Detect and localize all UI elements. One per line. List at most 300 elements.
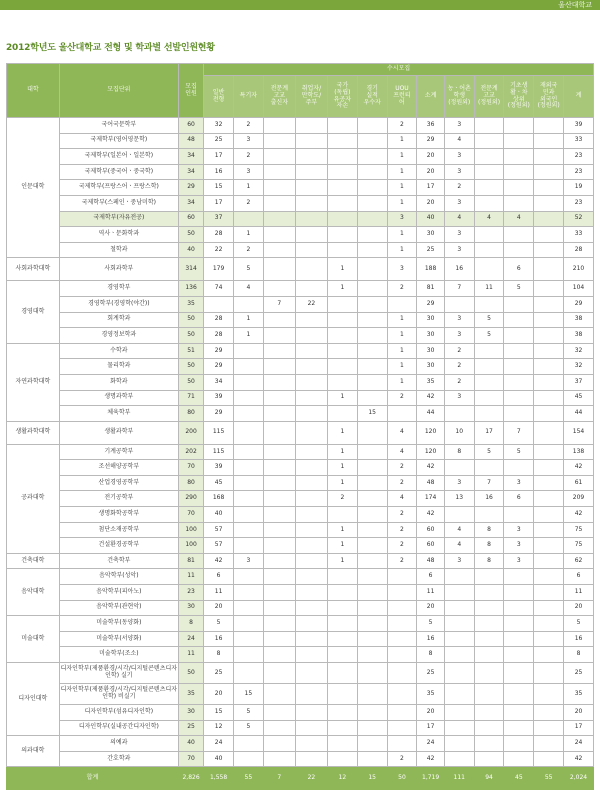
value-cell [327,359,357,375]
value-cell: 1 [387,180,417,196]
value-cell [295,149,327,165]
value-cell: 17 [564,720,594,736]
value-cell [534,133,564,149]
value-cell: 12 [204,720,234,736]
quota-cell: 80 [178,406,203,422]
unit-cell: 국제학부(영어영문학) [59,133,178,149]
value-cell: 32 [204,118,234,134]
table-row [7,227,594,243]
value-cell [263,164,295,180]
value-cell [387,585,417,601]
value-cell: 42 [417,507,445,523]
value-cell [263,538,295,554]
value-cell [295,616,327,632]
value-cell [504,312,534,328]
value-cell: 42 [204,553,234,569]
value-cell [444,684,474,705]
value-cell [504,328,534,344]
value-cell: 3 [504,475,534,491]
value-cell [387,616,417,632]
value-cell [233,585,263,601]
value-cell: 16 [204,631,234,647]
value-cell [474,164,504,180]
value-cell [263,569,295,585]
value-cell [504,390,534,406]
value-cell: 29 [204,359,234,375]
value-cell [263,491,295,507]
value-cell [504,616,534,632]
value-cell: 37 [204,211,234,227]
quota-cell: 50 [178,227,203,243]
value-cell: 4 [387,444,417,460]
value-cell [263,195,295,211]
quota-cell: 80 [178,475,203,491]
value-cell [357,180,387,196]
total-value: 2,826 [178,767,203,790]
value-cell [534,118,564,134]
value-cell [357,281,387,297]
value-cell [327,227,357,243]
value-cell [534,460,564,476]
value-cell [534,631,564,647]
value-cell [295,328,327,344]
value-cell [534,374,564,390]
value-cell: 4 [233,281,263,297]
value-cell [534,705,564,721]
total-row [7,767,594,790]
unit-cell: 미술학부(서양화) [59,631,178,647]
value-cell [357,195,387,211]
value-cell: 5 [233,705,263,721]
value-cell: 1 [327,444,357,460]
value-cell: 16 [204,164,234,180]
value-cell [233,507,263,523]
value-cell [534,663,564,684]
value-cell: 30 [417,359,445,375]
quota-cell: 11 [178,647,203,663]
value-cell [504,374,534,390]
value-cell: 57 [204,522,234,538]
value-cell: 39 [564,118,594,134]
value-cell [295,281,327,297]
value-cell [233,522,263,538]
quota-cell: 34 [178,149,203,165]
value-cell: 30 [417,343,445,359]
unit-cell: 화학과 [59,374,178,390]
value-cell: 15 [204,180,234,196]
value-cell: 2 [233,118,263,134]
value-cell [504,164,534,180]
value-cell: 17 [417,720,445,736]
value-cell: 25 [417,663,445,684]
value-cell [504,180,534,196]
value-cell [327,705,357,721]
header-col-1: 특기자 [233,76,263,118]
value-cell [387,600,417,616]
value-cell [327,296,357,312]
value-cell [534,553,564,569]
value-cell [327,600,357,616]
value-cell: 2 [327,491,357,507]
value-cell [474,258,504,281]
table-row [7,258,594,281]
value-cell [233,736,263,752]
value-cell: 16 [417,631,445,647]
unit-cell: 생활과학부 [59,421,178,444]
value-cell: 52 [564,211,594,227]
value-cell: 1 [387,242,417,258]
value-cell [295,736,327,752]
value-cell [504,359,534,375]
total-value: 94 [474,767,504,790]
value-cell [444,705,474,721]
header-col-7: 소계 [417,76,445,118]
value-cell [387,647,417,663]
quota-cell: 60 [178,211,203,227]
value-cell [444,406,474,422]
table-row [7,328,594,344]
value-cell: 2 [387,553,417,569]
value-cell: 20 [417,600,445,616]
quota-cell: 314 [178,258,203,281]
value-cell [263,406,295,422]
value-cell: 6 [204,569,234,585]
value-cell: 20 [564,600,594,616]
value-cell: 81 [417,281,445,297]
value-cell: 19 [564,180,594,196]
value-cell [534,647,564,663]
value-cell [387,663,417,684]
value-cell: 28 [564,242,594,258]
unit-cell: 건설환경공학부 [59,538,178,554]
value-cell [474,663,504,684]
value-cell [233,751,263,767]
value-cell [357,421,387,444]
value-cell [444,736,474,752]
value-cell: 32 [564,343,594,359]
value-cell [327,736,357,752]
value-cell: 3 [504,553,534,569]
value-cell [263,211,295,227]
value-cell [263,585,295,601]
value-cell [295,406,327,422]
value-cell: 5 [204,616,234,632]
unit-cell: 디자인학부(제품환경/시각/디지털콘텐츠디자인학) 실기 [59,663,178,684]
value-cell: 8 [204,647,234,663]
table-row [7,705,594,721]
value-cell [233,616,263,632]
value-cell [357,227,387,243]
value-cell: 3 [504,538,534,554]
value-cell: 2 [233,195,263,211]
value-cell [444,460,474,476]
value-cell [357,444,387,460]
quota-cell: 50 [178,359,203,375]
value-cell [295,705,327,721]
value-cell [474,720,504,736]
value-cell [327,406,357,422]
value-cell: 35 [564,684,594,705]
value-cell [263,631,295,647]
value-cell: 20 [564,705,594,721]
value-cell [263,328,295,344]
value-cell: 3 [444,475,474,491]
value-cell: 35 [417,684,445,705]
unit-cell: 전기공학부 [59,491,178,507]
quota-cell: 136 [178,281,203,297]
value-cell: 30 [417,227,445,243]
value-cell: 1 [387,312,417,328]
header-col-0: 일반 전형 [204,76,234,118]
value-cell: 45 [564,390,594,406]
value-cell: 3 [444,118,474,134]
value-cell [534,390,564,406]
value-cell [444,631,474,647]
value-cell: 5 [504,444,534,460]
header-quota: 모집 인원 [178,64,203,118]
total-value: 1,558 [204,767,234,790]
total-value: 7 [263,767,295,790]
value-cell: 3 [444,195,474,211]
value-cell: 8 [564,647,594,663]
table-row [7,281,594,297]
value-cell [534,491,564,507]
value-cell [357,133,387,149]
value-cell [327,585,357,601]
value-cell: 1 [327,475,357,491]
value-cell: 42 [564,460,594,476]
value-cell [504,149,534,165]
value-cell: 1 [327,553,357,569]
value-cell: 5 [474,444,504,460]
top-bar [0,0,600,10]
table-row [7,390,594,406]
value-cell: 20 [417,705,445,721]
table-row [7,647,594,663]
total-value: 111 [444,767,474,790]
value-cell: 1 [387,328,417,344]
value-cell: 209 [564,491,594,507]
value-cell [295,553,327,569]
value-cell [295,631,327,647]
value-cell: 15 [204,705,234,721]
value-cell [295,684,327,705]
value-cell: 3 [444,227,474,243]
value-cell [295,475,327,491]
value-cell: 2 [387,118,417,134]
value-cell [474,227,504,243]
value-cell [327,328,357,344]
value-cell: 120 [417,421,445,444]
value-cell [474,149,504,165]
value-cell: 13 [444,491,474,507]
total-value: 15 [357,767,387,790]
value-cell [357,118,387,134]
value-cell: 7 [263,296,295,312]
total-label: 합계 [7,767,179,790]
value-cell [474,242,504,258]
value-cell [295,195,327,211]
value-cell [327,616,357,632]
value-cell [327,133,357,149]
unit-cell: 미술학부(동양화) [59,616,178,632]
value-cell [387,720,417,736]
value-cell [534,684,564,705]
value-cell [233,600,263,616]
value-cell [474,751,504,767]
value-cell [263,281,295,297]
value-cell: 1 [327,390,357,406]
value-cell [263,616,295,632]
value-cell [504,507,534,523]
value-cell: 23 [564,164,594,180]
value-cell [357,720,387,736]
value-cell [357,242,387,258]
value-cell: 25 [564,663,594,684]
value-cell: 11 [204,585,234,601]
value-cell [504,569,534,585]
value-cell: 104 [564,281,594,297]
value-cell: 115 [204,444,234,460]
value-cell: 20 [204,600,234,616]
value-cell [295,522,327,538]
table-row [7,211,594,227]
unit-cell: 철학과 [59,242,178,258]
value-cell [534,195,564,211]
value-cell: 38 [564,328,594,344]
unit-cell: 음악학부(성악) [59,569,178,585]
quota-cell: 71 [178,390,203,406]
value-cell [444,600,474,616]
unit-cell: 경영정보학과 [59,328,178,344]
value-cell: 34 [204,374,234,390]
value-cell: 2 [444,359,474,375]
value-cell [474,616,504,632]
unit-cell: 국제학부(스페인ㆍ중남미학) [59,195,178,211]
value-cell: 29 [204,406,234,422]
value-cell [263,444,295,460]
value-cell [263,522,295,538]
value-cell [263,751,295,767]
value-cell: 3 [233,164,263,180]
value-cell: 4 [387,491,417,507]
quota-cell: 60 [178,118,203,134]
value-cell [295,359,327,375]
value-cell [357,736,387,752]
unit-cell: 음악학부(피아노) [59,585,178,601]
value-cell [263,421,295,444]
value-cell: 174 [417,491,445,507]
brand-label: 울산대학교 [558,1,592,9]
value-cell [295,343,327,359]
value-cell [474,705,504,721]
value-cell [263,684,295,705]
table-row [7,149,594,165]
value-cell [295,242,327,258]
table-row [7,507,594,523]
value-cell [327,242,357,258]
quota-cell: 11 [178,569,203,585]
value-cell: 3 [444,164,474,180]
value-cell: 39 [204,460,234,476]
value-cell [233,421,263,444]
quota-cell: 35 [178,296,203,312]
value-cell: 2 [444,180,474,196]
value-cell [295,312,327,328]
value-cell [295,491,327,507]
value-cell [295,720,327,736]
quota-cell: 50 [178,312,203,328]
unit-cell: 기계공학부 [59,444,178,460]
value-cell [504,751,534,767]
value-cell: 5 [474,312,504,328]
header-susi: 수시모집 [204,64,594,76]
value-cell: 1 [387,343,417,359]
unit-cell: 음악학부(관현악) [59,600,178,616]
unit-cell: 디자인학부(제품환경/시각/디지털콘텐츠디자인학) 비실기 [59,684,178,705]
admission-table [6,63,594,790]
value-cell [474,374,504,390]
value-cell [263,705,295,721]
value-cell [534,281,564,297]
value-cell [357,684,387,705]
value-cell: 30 [417,328,445,344]
unit-cell: 국제학부(일본어ㆍ일본학) [59,149,178,165]
value-cell: 1 [327,281,357,297]
quota-cell: 29 [178,180,203,196]
quota-cell: 40 [178,242,203,258]
value-cell [504,242,534,258]
value-cell [534,343,564,359]
value-cell [534,359,564,375]
value-cell [263,475,295,491]
value-cell: 2 [387,507,417,523]
value-cell: 2 [387,281,417,297]
value-cell [263,312,295,328]
quota-cell: 8 [178,616,203,632]
value-cell [534,180,564,196]
value-cell: 35 [417,374,445,390]
value-cell [263,663,295,684]
table-row [7,118,594,134]
value-cell: 36 [417,118,445,134]
value-cell [474,195,504,211]
value-cell [357,390,387,406]
table-row [7,600,594,616]
header-unit: 모집단위 [59,64,178,118]
value-cell [534,751,564,767]
table-row [7,164,594,180]
unit-cell: 간호학과 [59,751,178,767]
value-cell [233,538,263,554]
value-cell: 3 [387,211,417,227]
value-cell: 17 [417,180,445,196]
value-cell: 1 [233,312,263,328]
value-cell: 3 [444,312,474,328]
value-cell: 48 [417,553,445,569]
quota-cell: 40 [178,736,203,752]
value-cell [504,585,534,601]
value-cell [327,663,357,684]
value-cell: 3 [233,133,263,149]
value-cell [357,258,387,281]
value-cell [534,406,564,422]
value-cell: 42 [564,751,594,767]
value-cell [295,663,327,684]
value-cell [295,569,327,585]
unit-cell: 산업경영공학부 [59,475,178,491]
value-cell: 2 [387,522,417,538]
